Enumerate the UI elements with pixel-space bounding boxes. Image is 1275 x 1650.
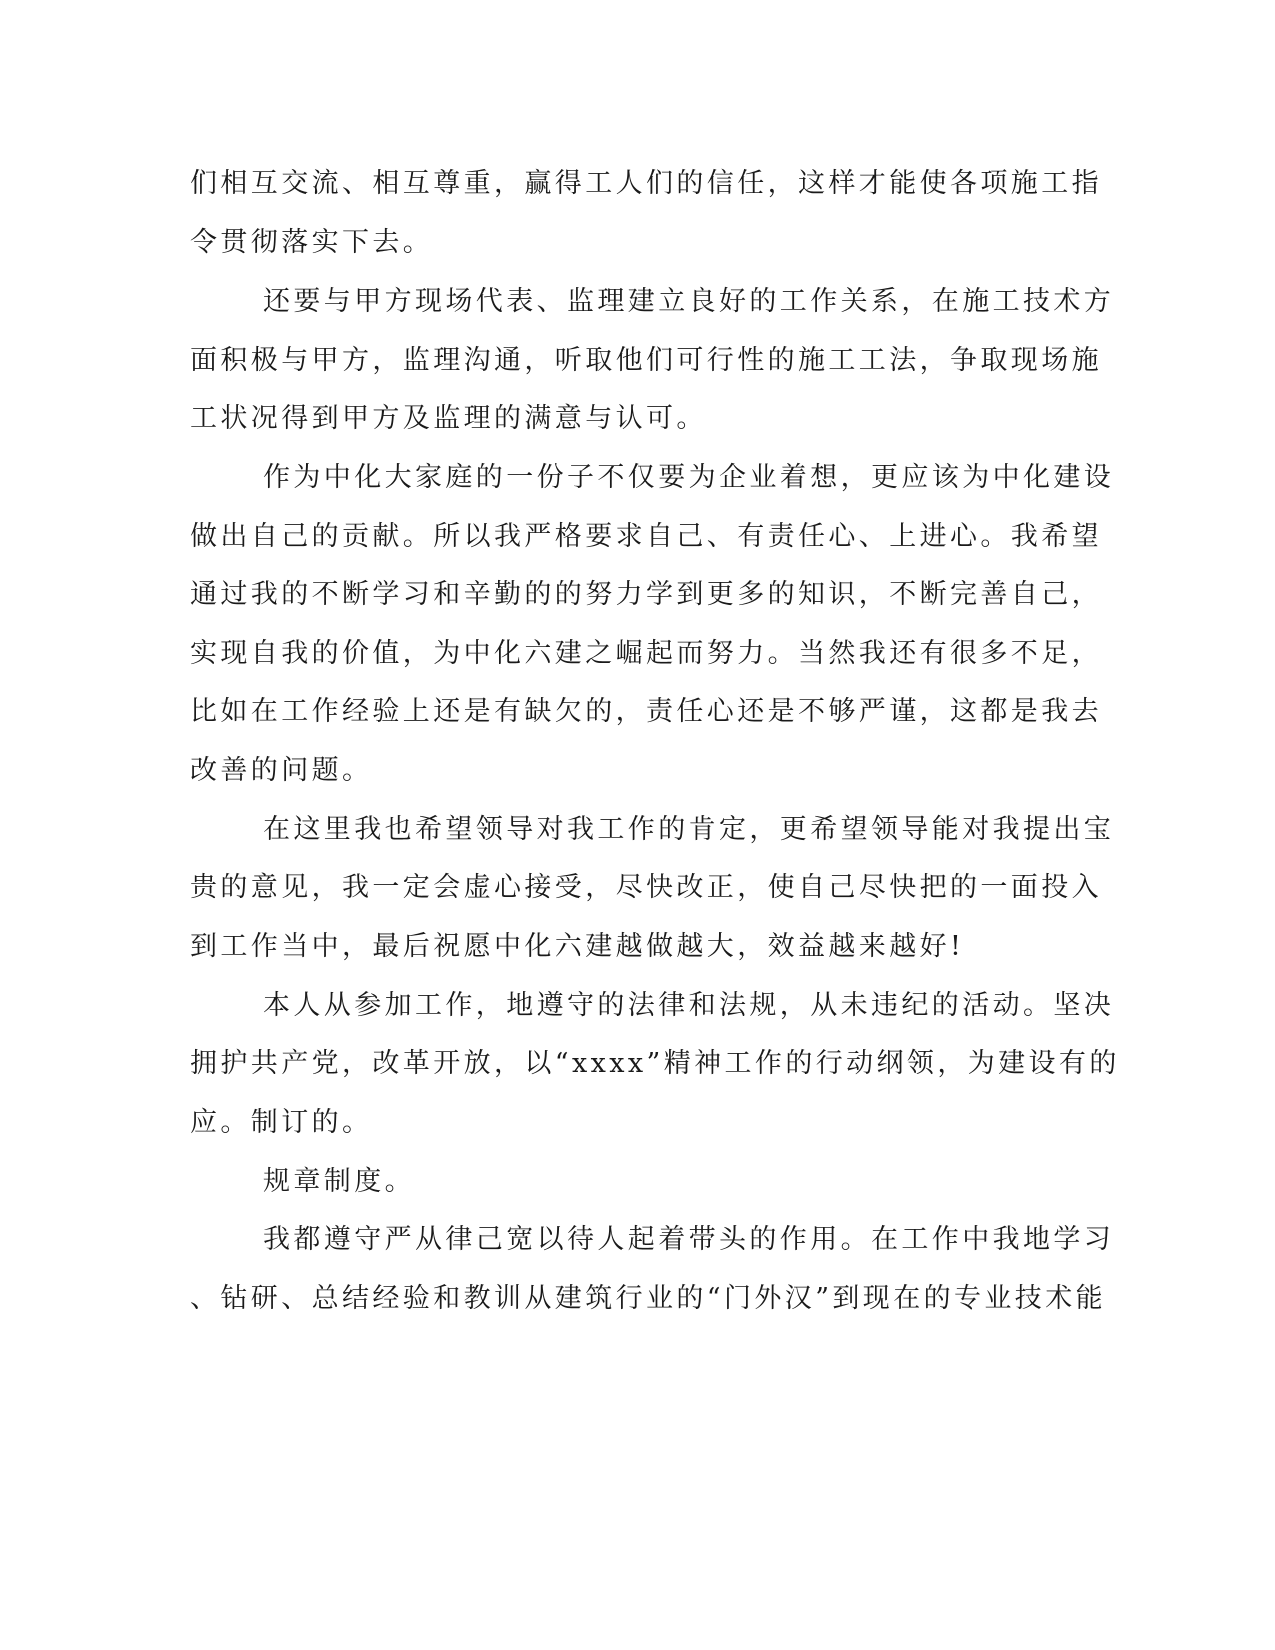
text-line: 做出自己的贡献。所以我严格要求自己、有责任心、上进心。我希望 [190,521,1102,552]
paragraph-start-line: 本人从参加工作，地遵守的法律和法规，从未违纪的活动。坚决 [263,990,1115,1021]
text-line: 面积极与甲方，监理沟通，听取他们可行性的施工工法，争取现场施 [190,345,1102,376]
paragraph-start-line: 我都遵守严从律己宽以待人起着带头的作用。在工作中我地学习 [263,1224,1115,1255]
text-line: 贵的意见，我一定会虚心接受，尽快改正，使自己尽快把的一面投入 [190,872,1102,903]
text-line: 工状况得到甲方及监理的满意与认可。 [190,403,707,434]
paragraph-start-line: 还要与甲方现场代表、监理建立良好的工作关系，在施工技术方 [263,286,1115,317]
text-line: 到工作当中，最后祝愿中化六建越做越大，效益越来越好! [190,931,965,962]
text-line: 令贯彻落实下去。 [190,227,434,258]
text-line: 拥护共产党，改革开放，以“xxxx”精神工作的行动纲领，为建设有的 [190,1048,1120,1079]
paragraph-start-line: 在这里我也希望领导对我工作的肯定，更希望领导能对我提出宝 [263,814,1115,845]
text-line: 比如在工作经验上还是有缺欠的，责任心还是不够严谨，这都是我去 [190,696,1102,727]
text-line: 改善的问题。 [190,755,373,786]
paragraph-start-line: 规章制度。 [263,1166,415,1197]
text-line: 们相互交流、相互尊重，赢得工人们的信任，这样才能使各项施工指 [190,168,1102,199]
text-line: 应。制订的。 [190,1107,373,1138]
paragraph-start-line: 作为中化大家庭的一份子不仅要为企业着想，更应该为中化建设 [263,462,1115,493]
text-line: 实现自我的价值，为中化六建之崛起而努力。当然我还有很多不足， [190,638,1102,669]
text-line: 、钻研、总结经验和教训从建筑行业的“门外汉”到现在的专业技术能 [190,1283,1107,1314]
text-line: 通过我的不断学习和辛勤的的努力学到更多的知识，不断完善自己， [190,579,1102,610]
